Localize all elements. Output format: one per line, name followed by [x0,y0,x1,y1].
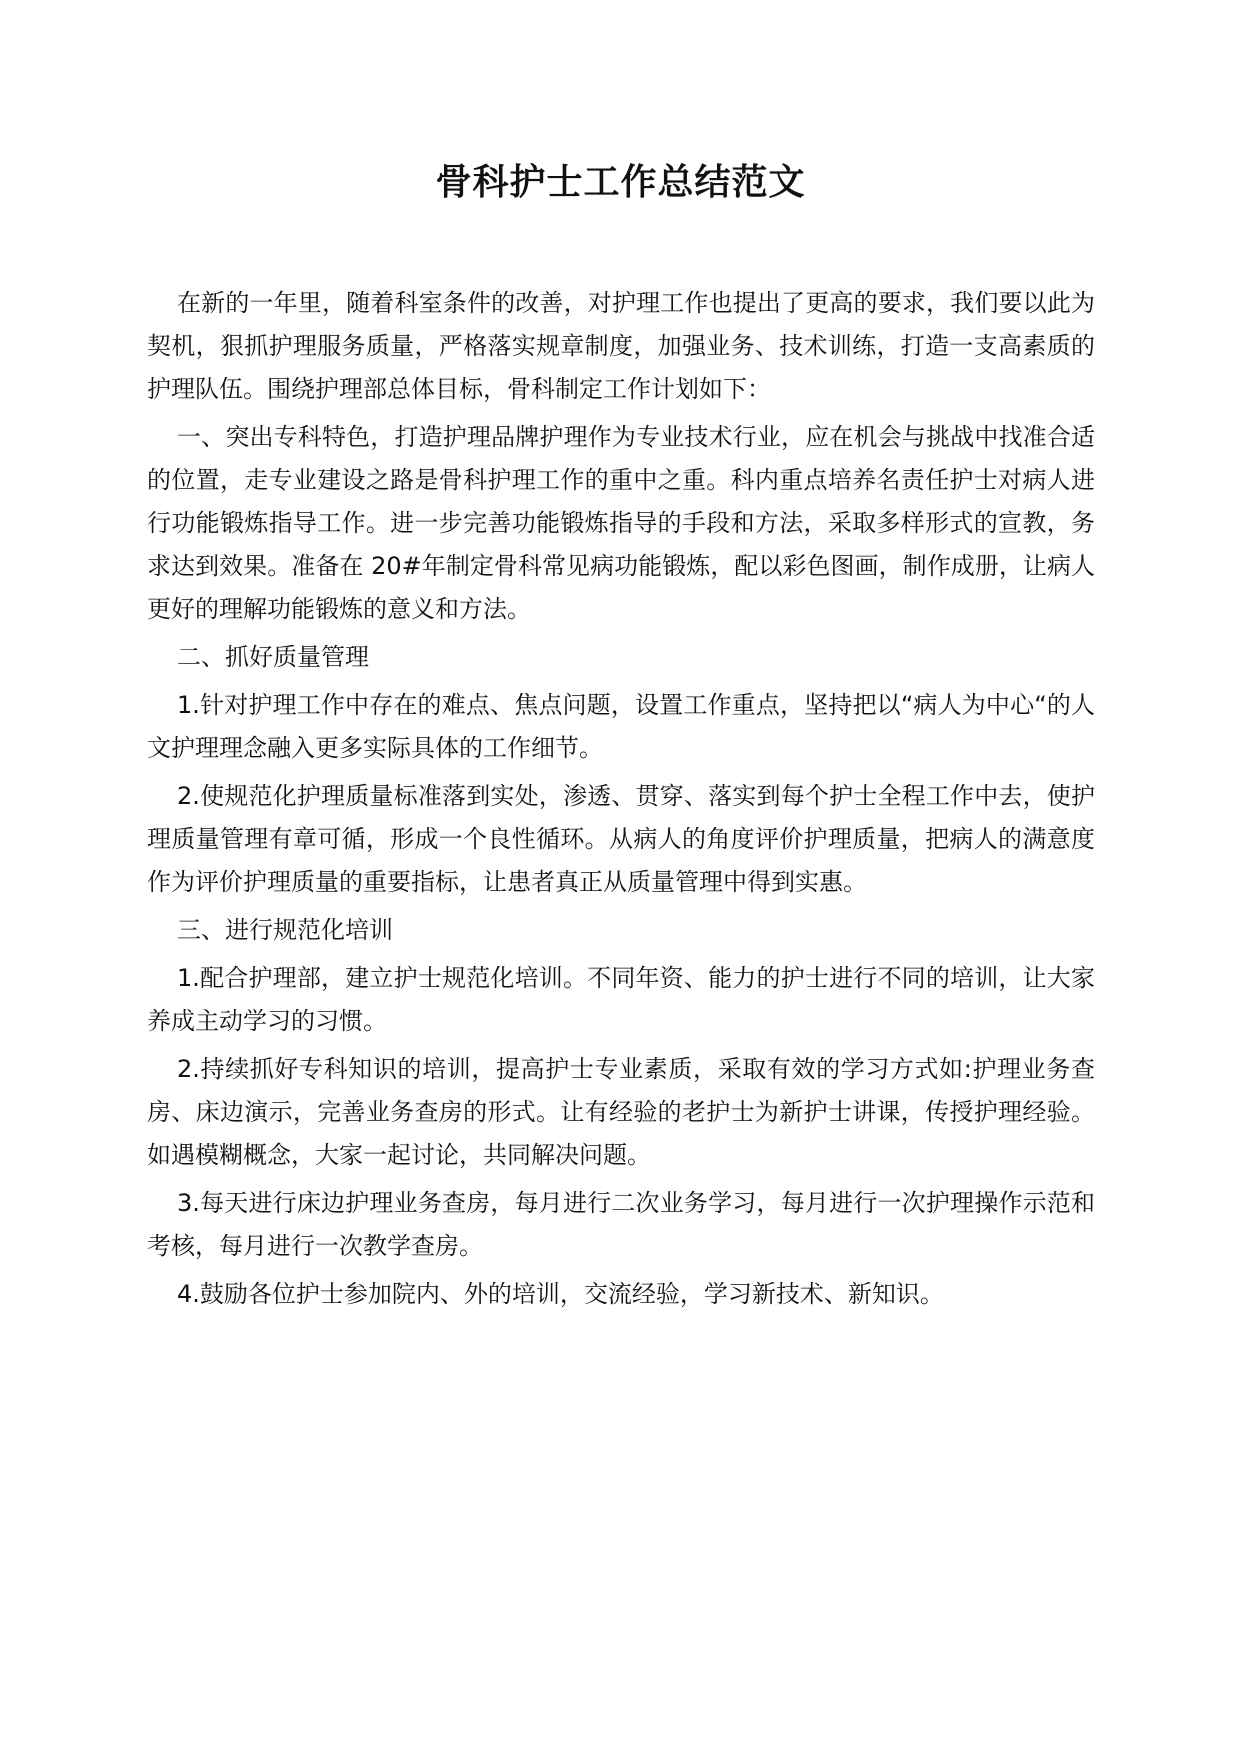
document-title: 骨科护士工作总结范文 [435,162,806,203]
intro-paragraph: 在新的一年里，随着科室条件的改善，对护理工作也提出了更高的要求，我们要以此为契机，狠抓护理服务质量，严格落实规章制度，加强业务、技术训练，打造一支高素质的护理队伍。围绕护理部总体目标，骨科制定工作计划如下： [147,289,1095,403]
section-3-item-4: 4.鼓励各位护士参加院内、外的培训，交流经验，学习新技术、新知识。 [177,1280,944,1308]
section-3-item-2: 2.持续抓好专科知识的培训，提高护士专业素质，采取有效的学习方式如:护理业务查房、床边演示，完善业务查房的形式。让有经验的老护士为新护士讲课，传授护理经验。如遇模糊概念，大家一起讨论，共同解决问题。 [147,1055,1095,1169]
document-body [147,282,1095,1321]
section-3-heading: 三、进行规范化培训 [177,916,393,944]
section-2-heading: 二、抓好质量管理 [177,643,369,671]
section-3-item-1: 1.配合护理部，建立护士规范化培训。不同年资、能力的护士进行不同的培训，让大家养成主动学习的习惯。 [147,964,1095,1035]
section-3-item-3: 3.每天进行床边护理业务查房，每月进行二次业务学习，每月进行一次护理操作示范和考核，每月进行一次教学查房。 [147,1189,1095,1260]
section-1-paragraph: 一、突出专科特色，打造护理品牌护理作为专业技术行业，应在机会与挑战中找准合适的位置，走专业建设之路是骨科护理工作的重中之重。科内重点培养名责任护士对病人进行功能锻炼指导工作。进一步完善功能锻炼指导的手段和方法，采取多样形式的宣教，务求达到效果。准备在 20#年制定骨科常见病功能锻炼，配以彩色图画，制作成册，让病人更好的理解功能锻炼的意义和方法。 [147,423,1095,623]
section-2-item-1: 1.针对护理工作中存在的难点、焦点问题，设置工作重点，坚持把以“病人为中心“的人文护理理念融入更多实际具体的工作细节。 [147,691,1095,762]
section-2-item-2: 2.使规范化护理质量标准落到实处，渗透、贯穿、落实到每个护士全程工作中去，使护理质量管理有章可循，形成一个良性循环。从病人的角度评价护理质量，把病人的满意度作为评价护理质量的重要指标，让患者真正从质量管理中得到实惠。 [147,782,1095,896]
